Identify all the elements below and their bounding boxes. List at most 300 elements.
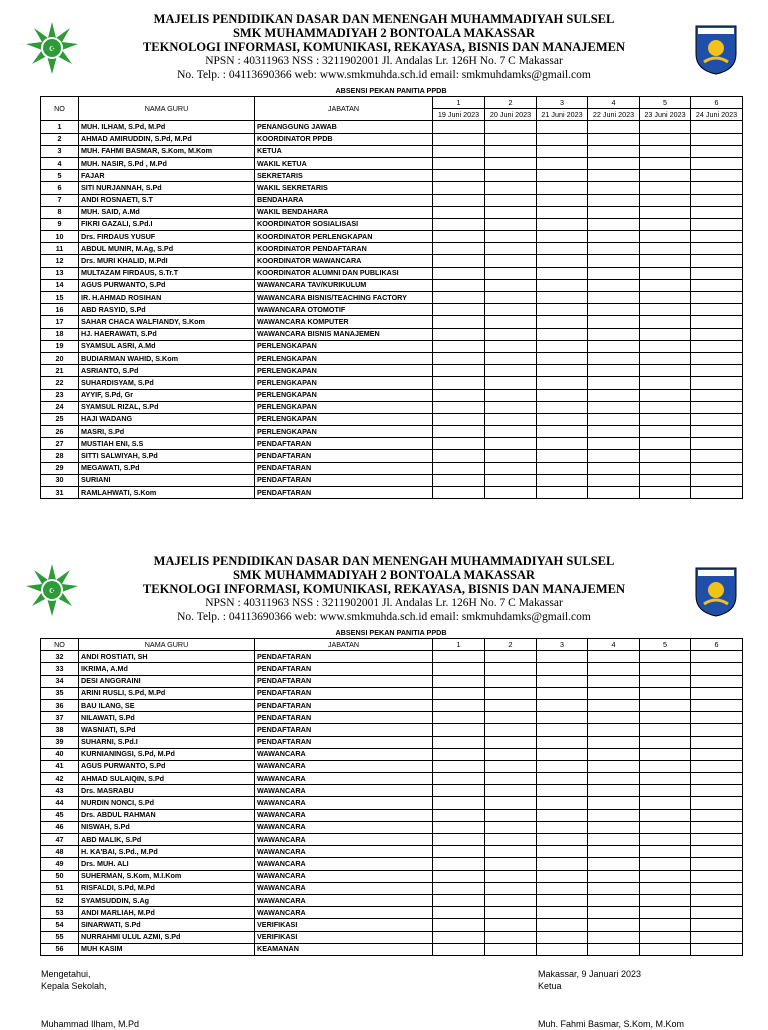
attendance-cell[interactable] [537, 279, 588, 291]
attendance-cell[interactable] [588, 389, 640, 401]
attendance-cell[interactable] [485, 846, 537, 858]
attendance-cell[interactable] [485, 243, 537, 255]
attendance-cell[interactable] [485, 931, 537, 943]
attendance-cell[interactable] [485, 675, 537, 687]
attendance-cell[interactable] [691, 760, 743, 772]
attendance-cell[interactable] [537, 450, 588, 462]
attendance-cell[interactable] [588, 651, 640, 663]
attendance-cell[interactable] [640, 413, 691, 425]
attendance-cell[interactable] [433, 894, 485, 906]
attendance-cell[interactable] [691, 243, 743, 255]
attendance-cell[interactable] [588, 858, 640, 870]
attendance-cell[interactable] [691, 316, 743, 328]
attendance-cell[interactable] [537, 907, 588, 919]
attendance-cell[interactable] [485, 699, 537, 711]
attendance-cell[interactable] [588, 170, 640, 182]
attendance-cell[interactable] [691, 121, 743, 133]
attendance-cell[interactable] [640, 218, 691, 230]
attendance-cell[interactable] [691, 426, 743, 438]
attendance-cell[interactable] [691, 846, 743, 858]
attendance-cell[interactable] [640, 426, 691, 438]
attendance-cell[interactable] [433, 316, 485, 328]
attendance-cell[interactable] [640, 651, 691, 663]
attendance-cell[interactable] [433, 352, 485, 364]
attendance-cell[interactable] [640, 724, 691, 736]
attendance-cell[interactable] [537, 267, 588, 279]
attendance-cell[interactable] [485, 894, 537, 906]
attendance-cell[interactable] [433, 170, 485, 182]
attendance-cell[interactable] [485, 413, 537, 425]
attendance-cell[interactable] [485, 687, 537, 699]
attendance-cell[interactable] [537, 487, 588, 499]
attendance-cell[interactable] [691, 352, 743, 364]
attendance-cell[interactable] [537, 316, 588, 328]
attendance-cell[interactable] [640, 389, 691, 401]
attendance-cell[interactable] [433, 328, 485, 340]
attendance-cell[interactable] [485, 145, 537, 157]
attendance-cell[interactable] [640, 377, 691, 389]
attendance-cell[interactable] [537, 182, 588, 194]
attendance-cell[interactable] [433, 426, 485, 438]
attendance-cell[interactable] [691, 170, 743, 182]
attendance-cell[interactable] [640, 736, 691, 748]
attendance-cell[interactable] [433, 736, 485, 748]
attendance-cell[interactable] [691, 194, 743, 206]
attendance-cell[interactable] [485, 785, 537, 797]
attendance-cell[interactable] [588, 255, 640, 267]
attendance-cell[interactable] [537, 675, 588, 687]
attendance-cell[interactable] [485, 316, 537, 328]
attendance-cell[interactable] [640, 858, 691, 870]
attendance-cell[interactable] [640, 809, 691, 821]
attendance-cell[interactable] [433, 304, 485, 316]
attendance-cell[interactable] [537, 870, 588, 882]
attendance-cell[interactable] [485, 919, 537, 931]
attendance-cell[interactable] [485, 267, 537, 279]
attendance-cell[interactable] [537, 328, 588, 340]
attendance-cell[interactable] [433, 943, 485, 955]
attendance-cell[interactable] [537, 121, 588, 133]
attendance-cell[interactable] [537, 894, 588, 906]
attendance-cell[interactable] [640, 675, 691, 687]
attendance-cell[interactable] [485, 182, 537, 194]
attendance-cell[interactable] [537, 243, 588, 255]
attendance-cell[interactable] [691, 675, 743, 687]
attendance-cell[interactable] [433, 797, 485, 809]
attendance-cell[interactable] [485, 748, 537, 760]
attendance-cell[interactable] [691, 797, 743, 809]
attendance-cell[interactable] [691, 145, 743, 157]
attendance-cell[interactable] [691, 218, 743, 230]
attendance-cell[interactable] [433, 292, 485, 304]
attendance-cell[interactable] [433, 438, 485, 450]
attendance-cell[interactable] [537, 438, 588, 450]
attendance-cell[interactable] [485, 663, 537, 675]
attendance-cell[interactable] [640, 712, 691, 724]
attendance-cell[interactable] [588, 377, 640, 389]
attendance-cell[interactable] [433, 748, 485, 760]
attendance-cell[interactable] [588, 401, 640, 413]
attendance-cell[interactable] [537, 651, 588, 663]
attendance-cell[interactable] [433, 340, 485, 352]
attendance-cell[interactable] [433, 760, 485, 772]
attendance-cell[interactable] [588, 316, 640, 328]
attendance-cell[interactable] [691, 231, 743, 243]
attendance-cell[interactable] [537, 462, 588, 474]
attendance-cell[interactable] [537, 797, 588, 809]
attendance-cell[interactable] [537, 736, 588, 748]
attendance-cell[interactable] [588, 487, 640, 499]
attendance-cell[interactable] [691, 736, 743, 748]
attendance-cell[interactable] [537, 145, 588, 157]
attendance-cell[interactable] [485, 365, 537, 377]
attendance-cell[interactable] [485, 377, 537, 389]
attendance-cell[interactable] [691, 377, 743, 389]
attendance-cell[interactable] [433, 413, 485, 425]
attendance-cell[interactable] [433, 462, 485, 474]
attendance-cell[interactable] [588, 809, 640, 821]
attendance-cell[interactable] [433, 450, 485, 462]
attendance-cell[interactable] [485, 907, 537, 919]
attendance-cell[interactable] [433, 487, 485, 499]
attendance-cell[interactable] [588, 413, 640, 425]
attendance-cell[interactable] [537, 231, 588, 243]
attendance-cell[interactable] [588, 687, 640, 699]
attendance-cell[interactable] [691, 943, 743, 955]
attendance-cell[interactable] [640, 699, 691, 711]
attendance-cell[interactable] [485, 194, 537, 206]
attendance-cell[interactable] [640, 748, 691, 760]
attendance-cell[interactable] [537, 340, 588, 352]
attendance-cell[interactable] [691, 267, 743, 279]
attendance-cell[interactable] [640, 846, 691, 858]
attendance-cell[interactable] [588, 919, 640, 931]
attendance-cell[interactable] [691, 206, 743, 218]
attendance-cell[interactable] [485, 943, 537, 955]
attendance-cell[interactable] [588, 328, 640, 340]
attendance-cell[interactable] [485, 724, 537, 736]
attendance-cell[interactable] [640, 194, 691, 206]
attendance-cell[interactable] [485, 858, 537, 870]
attendance-cell[interactable] [640, 474, 691, 486]
attendance-cell[interactable] [691, 157, 743, 169]
attendance-cell[interactable] [640, 182, 691, 194]
attendance-cell[interactable] [433, 773, 485, 785]
attendance-cell[interactable] [537, 785, 588, 797]
attendance-cell[interactable] [537, 748, 588, 760]
attendance-cell[interactable] [433, 858, 485, 870]
attendance-cell[interactable] [537, 809, 588, 821]
attendance-cell[interactable] [485, 389, 537, 401]
attendance-cell[interactable] [640, 255, 691, 267]
attendance-cell[interactable] [433, 785, 485, 797]
attendance-cell[interactable] [640, 121, 691, 133]
attendance-cell[interactable] [691, 907, 743, 919]
attendance-cell[interactable] [537, 687, 588, 699]
attendance-cell[interactable] [691, 182, 743, 194]
attendance-cell[interactable] [485, 231, 537, 243]
attendance-cell[interactable] [537, 882, 588, 894]
attendance-cell[interactable] [537, 663, 588, 675]
attendance-cell[interactable] [640, 438, 691, 450]
attendance-cell[interactable] [485, 292, 537, 304]
attendance-cell[interactable] [485, 279, 537, 291]
attendance-cell[interactable] [640, 231, 691, 243]
attendance-cell[interactable] [640, 919, 691, 931]
attendance-cell[interactable] [485, 487, 537, 499]
attendance-cell[interactable] [640, 773, 691, 785]
attendance-cell[interactable] [537, 133, 588, 145]
attendance-cell[interactable] [485, 401, 537, 413]
attendance-cell[interactable] [640, 943, 691, 955]
attendance-cell[interactable] [537, 377, 588, 389]
attendance-cell[interactable] [588, 133, 640, 145]
attendance-cell[interactable] [588, 943, 640, 955]
attendance-cell[interactable] [691, 809, 743, 821]
attendance-cell[interactable] [537, 426, 588, 438]
attendance-cell[interactable] [485, 426, 537, 438]
attendance-cell[interactable] [691, 931, 743, 943]
attendance-cell[interactable] [433, 699, 485, 711]
attendance-cell[interactable] [640, 882, 691, 894]
attendance-cell[interactable] [485, 882, 537, 894]
attendance-cell[interactable] [691, 651, 743, 663]
attendance-cell[interactable] [588, 231, 640, 243]
attendance-cell[interactable] [588, 340, 640, 352]
attendance-cell[interactable] [640, 894, 691, 906]
attendance-cell[interactable] [691, 724, 743, 736]
attendance-cell[interactable] [691, 834, 743, 846]
attendance-cell[interactable] [588, 182, 640, 194]
attendance-cell[interactable] [588, 675, 640, 687]
attendance-cell[interactable] [433, 401, 485, 413]
attendance-cell[interactable] [485, 760, 537, 772]
attendance-cell[interactable] [433, 231, 485, 243]
attendance-cell[interactable] [433, 279, 485, 291]
attendance-cell[interactable] [588, 243, 640, 255]
attendance-cell[interactable] [485, 340, 537, 352]
attendance-cell[interactable] [433, 724, 485, 736]
attendance-cell[interactable] [433, 663, 485, 675]
attendance-cell[interactable] [588, 267, 640, 279]
attendance-cell[interactable] [485, 736, 537, 748]
attendance-cell[interactable] [691, 699, 743, 711]
attendance-cell[interactable] [588, 907, 640, 919]
attendance-cell[interactable] [640, 365, 691, 377]
attendance-cell[interactable] [537, 170, 588, 182]
attendance-cell[interactable] [588, 462, 640, 474]
attendance-cell[interactable] [691, 133, 743, 145]
attendance-cell[interactable] [691, 340, 743, 352]
attendance-cell[interactable] [640, 907, 691, 919]
attendance-cell[interactable] [588, 279, 640, 291]
attendance-cell[interactable] [640, 145, 691, 157]
attendance-cell[interactable] [433, 931, 485, 943]
attendance-cell[interactable] [433, 365, 485, 377]
attendance-cell[interactable] [691, 304, 743, 316]
attendance-cell[interactable] [640, 292, 691, 304]
attendance-cell[interactable] [640, 267, 691, 279]
attendance-cell[interactable] [485, 218, 537, 230]
attendance-cell[interactable] [433, 809, 485, 821]
attendance-cell[interactable] [691, 919, 743, 931]
attendance-cell[interactable] [588, 145, 640, 157]
attendance-cell[interactable] [537, 292, 588, 304]
attendance-cell[interactable] [537, 255, 588, 267]
attendance-cell[interactable] [433, 870, 485, 882]
attendance-cell[interactable] [485, 328, 537, 340]
attendance-cell[interactable] [588, 760, 640, 772]
attendance-cell[interactable] [485, 834, 537, 846]
attendance-cell[interactable] [588, 438, 640, 450]
attendance-cell[interactable] [588, 773, 640, 785]
attendance-cell[interactable] [640, 450, 691, 462]
attendance-cell[interactable] [588, 821, 640, 833]
attendance-cell[interactable] [691, 870, 743, 882]
attendance-cell[interactable] [485, 255, 537, 267]
attendance-cell[interactable] [588, 218, 640, 230]
attendance-cell[interactable] [485, 157, 537, 169]
attendance-cell[interactable] [640, 279, 691, 291]
attendance-cell[interactable] [485, 133, 537, 145]
attendance-cell[interactable] [588, 699, 640, 711]
attendance-cell[interactable] [433, 834, 485, 846]
attendance-cell[interactable] [537, 846, 588, 858]
attendance-cell[interactable] [433, 846, 485, 858]
attendance-cell[interactable] [485, 438, 537, 450]
attendance-cell[interactable] [588, 785, 640, 797]
attendance-cell[interactable] [433, 687, 485, 699]
attendance-cell[interactable] [640, 304, 691, 316]
attendance-cell[interactable] [433, 121, 485, 133]
attendance-cell[interactable] [537, 474, 588, 486]
attendance-cell[interactable] [588, 931, 640, 943]
attendance-cell[interactable] [537, 218, 588, 230]
attendance-cell[interactable] [588, 426, 640, 438]
attendance-cell[interactable] [691, 279, 743, 291]
attendance-cell[interactable] [588, 748, 640, 760]
attendance-cell[interactable] [691, 858, 743, 870]
attendance-cell[interactable] [640, 133, 691, 145]
attendance-cell[interactable] [588, 894, 640, 906]
attendance-cell[interactable] [691, 474, 743, 486]
attendance-cell[interactable] [691, 821, 743, 833]
attendance-cell[interactable] [485, 462, 537, 474]
attendance-cell[interactable] [588, 834, 640, 846]
attendance-cell[interactable] [588, 736, 640, 748]
attendance-cell[interactable] [433, 206, 485, 218]
attendance-cell[interactable] [691, 785, 743, 797]
attendance-cell[interactable] [640, 157, 691, 169]
attendance-cell[interactable] [485, 809, 537, 821]
attendance-cell[interactable] [588, 157, 640, 169]
attendance-cell[interactable] [691, 663, 743, 675]
attendance-cell[interactable] [485, 797, 537, 809]
attendance-cell[interactable] [691, 882, 743, 894]
attendance-cell[interactable] [537, 206, 588, 218]
attendance-cell[interactable] [640, 401, 691, 413]
attendance-cell[interactable] [640, 663, 691, 675]
attendance-cell[interactable] [588, 474, 640, 486]
attendance-cell[interactable] [640, 462, 691, 474]
attendance-cell[interactable] [640, 931, 691, 943]
attendance-cell[interactable] [433, 182, 485, 194]
attendance-cell[interactable] [433, 882, 485, 894]
attendance-cell[interactable] [433, 907, 485, 919]
attendance-cell[interactable] [537, 724, 588, 736]
attendance-cell[interactable] [537, 821, 588, 833]
attendance-cell[interactable] [691, 389, 743, 401]
attendance-cell[interactable] [588, 846, 640, 858]
attendance-cell[interactable] [537, 773, 588, 785]
attendance-cell[interactable] [537, 401, 588, 413]
attendance-cell[interactable] [588, 121, 640, 133]
attendance-cell[interactable] [691, 255, 743, 267]
attendance-cell[interactable] [640, 487, 691, 499]
attendance-cell[interactable] [691, 462, 743, 474]
attendance-cell[interactable] [691, 748, 743, 760]
attendance-cell[interactable] [640, 340, 691, 352]
attendance-cell[interactable] [537, 712, 588, 724]
attendance-cell[interactable] [433, 267, 485, 279]
attendance-cell[interactable] [485, 651, 537, 663]
attendance-cell[interactable] [537, 834, 588, 846]
attendance-cell[interactable] [640, 760, 691, 772]
attendance-cell[interactable] [537, 389, 588, 401]
attendance-cell[interactable] [691, 894, 743, 906]
attendance-cell[interactable] [485, 712, 537, 724]
attendance-cell[interactable] [588, 797, 640, 809]
attendance-cell[interactable] [640, 797, 691, 809]
attendance-cell[interactable] [588, 352, 640, 364]
attendance-cell[interactable] [588, 450, 640, 462]
attendance-cell[interactable] [588, 206, 640, 218]
attendance-cell[interactable] [640, 316, 691, 328]
attendance-cell[interactable] [588, 304, 640, 316]
attendance-cell[interactable] [485, 121, 537, 133]
attendance-cell[interactable] [433, 157, 485, 169]
attendance-cell[interactable] [537, 943, 588, 955]
attendance-cell[interactable] [485, 474, 537, 486]
attendance-cell[interactable] [537, 157, 588, 169]
attendance-cell[interactable] [640, 785, 691, 797]
attendance-cell[interactable] [485, 352, 537, 364]
attendance-cell[interactable] [588, 292, 640, 304]
attendance-cell[interactable] [485, 206, 537, 218]
attendance-cell[interactable] [485, 773, 537, 785]
attendance-cell[interactable] [691, 687, 743, 699]
attendance-cell[interactable] [640, 206, 691, 218]
attendance-cell[interactable] [433, 194, 485, 206]
attendance-cell[interactable] [640, 328, 691, 340]
attendance-cell[interactable] [485, 821, 537, 833]
attendance-cell[interactable] [537, 919, 588, 931]
attendance-cell[interactable] [640, 870, 691, 882]
attendance-cell[interactable] [691, 438, 743, 450]
attendance-cell[interactable] [588, 724, 640, 736]
attendance-cell[interactable] [537, 931, 588, 943]
attendance-cell[interactable] [433, 145, 485, 157]
attendance-cell[interactable] [588, 194, 640, 206]
attendance-cell[interactable] [691, 401, 743, 413]
attendance-cell[interactable] [640, 243, 691, 255]
attendance-cell[interactable] [537, 858, 588, 870]
attendance-cell[interactable] [433, 389, 485, 401]
attendance-cell[interactable] [433, 651, 485, 663]
attendance-cell[interactable] [485, 450, 537, 462]
attendance-cell[interactable] [588, 663, 640, 675]
attendance-cell[interactable] [640, 687, 691, 699]
